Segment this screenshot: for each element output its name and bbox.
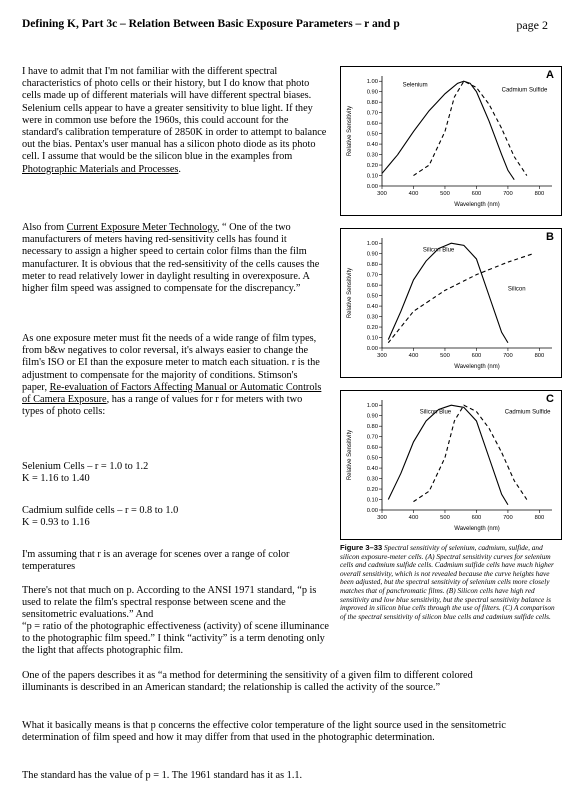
x-tick-label: 700 (503, 353, 513, 359)
y-tick-label: 0.80 (366, 100, 378, 107)
figure-caption: Figure 3–33 Spectral sensitivity of selenium, cadmium, sulfide, and silicon exposure-meter cells. (A) Spectral sensitivity curves for selenium cells and cadmium sulfide cells. Cadmium sulfide cells have much higher overall sensitivity, which is not revealed because the curve heights have been adjusted, but the spectral sensitivity of selenium cells more closely matches that of panchromatic films. (B) Silicon cells have high red sensitivity and low blue sensitivity, but the spectral sensitivity balance is improved in silicon blue cells through the use of filters. (C) A comparison of the spectral sensitivity of silicon blue cells and cadmium sulfide cells. (340, 543, 555, 621)
y-tick-label: 0.30 (366, 152, 378, 159)
series-label: Silicon (507, 286, 526, 293)
y-tick-label: 0.80 (366, 262, 378, 269)
x-tick-label: 700 (503, 191, 513, 197)
y-tick-label: 0.60 (366, 445, 378, 452)
y-tick-label: 0.10 (366, 497, 378, 504)
page-title: Defining K, Part 3c – Relation Between Basic Exposure Parameters – r and p (22, 18, 400, 30)
panel-letter: A (546, 69, 554, 81)
y-tick-label: 1.00 (366, 79, 378, 86)
x-tick-label: 600 (471, 515, 482, 521)
y-tick-label: 0.30 (366, 314, 378, 321)
y-tick-label: 0.80 (366, 424, 378, 431)
x-tick-label: 800 (534, 353, 545, 359)
x-tick-label: 500 (440, 353, 450, 359)
y-tick-label: 0.90 (366, 413, 378, 420)
y-tick-label: 0.70 (366, 272, 378, 279)
y-tick-label: 0.20 (366, 325, 378, 332)
y-tick-label: 0.90 (366, 89, 378, 96)
paragraph-2: Also from Current Exposure Meter Technology, “ One of the two manufacturers of meters having red-sensitivity cells has found it necessary to assign a higher speed to certain color films than the film manufacturer. It is obvious that the red-sensitivity of the cells causes the meter to read relatively lower in daylight resulting in overexposure. A higher film speed was assigned to compensate for the discrepancy.” (22, 222, 320, 295)
x-tick-label: 400 (408, 191, 419, 197)
x-axis-label: Wavelength (nm) (454, 526, 500, 532)
chart-panel-a (340, 66, 562, 216)
panel-letter: B (546, 231, 554, 243)
link-photographic-materials[interactable]: Photographic Materials and Processes (22, 163, 179, 175)
paragraph-6: One of the papers describes it as “a method for determining the sensitivity of a given film to different colored illuminants is described in an American standard; the relationship is called the activity of the source.” (22, 670, 473, 694)
x-tick-label: 800 (534, 515, 545, 521)
paragraph-4: I'm assuming that r is an average for scenes over a range of color temperatures (22, 549, 290, 573)
y-tick-label: 0.90 (366, 251, 378, 258)
x-axis-label: Wavelength (nm) (454, 202, 500, 208)
x-tick-label: 600 (471, 353, 482, 359)
selenium-values: Selenium Cells – r = 1.0 to 1.2 K = 1.16 to 1.40 (22, 461, 149, 485)
y-tick-label: 0.50 (366, 131, 378, 138)
series-label: Selenium (402, 82, 428, 89)
paragraph-1-text: I have to admit that I'm not familiar with the different spectral characteristics of photo cells or their history, but I do know that photo cells made up of different materials will have different spectral biases. Selenium cells appear to have a greater sensitivity to blue light. If they were in common use before the 1960s, this could account for the standard's calibration temperature of 2850K in order to attempt to balance out the bias. Pentax's user manual has a silicon photo diode as its photo cell. I assume that would be the silicon blue in the examples from (22, 66, 327, 163)
y-tick-label: 0.60 (366, 283, 378, 290)
x-tick-label: 300 (377, 353, 387, 359)
x-tick-label: 400 (408, 515, 419, 521)
chart-panel-b (340, 228, 562, 378)
link-exposure-meter-technology[interactable]: Current Exposure Meter Technology (66, 222, 217, 233)
x-tick-label: 300 (377, 515, 387, 521)
page-number: page 2 (516, 18, 548, 32)
y-tick-label: 0.50 (366, 293, 378, 300)
y-axis-label: Relative Sensitivity (347, 429, 353, 481)
series-label: Cadmium Sulfide (501, 87, 548, 94)
y-tick-label: 0.00 (366, 346, 378, 352)
y-tick-label: 0.40 (366, 466, 378, 473)
x-tick-label: 300 (377, 191, 387, 197)
y-tick-label: 0.10 (366, 173, 378, 180)
y-tick-label: 1.00 (366, 241, 378, 248)
y-tick-label: 0.30 (366, 476, 378, 483)
y-tick-label: 0.10 (366, 335, 378, 342)
x-tick-label: 800 (534, 191, 545, 197)
y-tick-label: 0.00 (366, 184, 378, 190)
y-tick-label: 0.40 (366, 142, 378, 149)
x-tick-label: 500 (440, 191, 450, 197)
panel-letter: C (546, 393, 554, 405)
y-axis-label: Relative Sensitivity (347, 267, 353, 319)
x-tick-label: 700 (503, 515, 513, 521)
x-axis-label: Wavelength (nm) (454, 364, 500, 370)
y-tick-label: 0.70 (366, 110, 378, 117)
series-label: Silicon Blue (422, 247, 455, 254)
y-tick-label: 0.60 (366, 121, 378, 128)
paragraph-1: I have to admit that I'm not familiar with the different spectral characteristics of photo cells or their history, but I do know that photo cells made up of different materials will have different spectral biases. Selenium cells appear to have a greater sensitivity to blue light. If they were in common use before the 1960s, this could account for the standard's calibration temperature of 2850K in order to attempt to balance out the bias. Pentax's user manual has a silicon photo diode as its photo cell. I assume that would be the silicon blue in the examples from Photographic Materials and Processes. (22, 66, 327, 175)
series-label: Silicon Blue (419, 409, 452, 416)
x-tick-label: 500 (440, 515, 450, 521)
y-tick-label: 0.20 (366, 487, 378, 494)
cadmium-values: Cadmium sulfide cells – r = 0.8 to 1.0 K = 0.93 to 1.16 (22, 505, 179, 529)
series-label: Cadmium Sulfide (504, 409, 551, 416)
y-tick-label: 0.00 (366, 508, 378, 514)
paragraph-7: What it basically means is that p concerns the effective color temperature of the light source used in the sensitometric determination of film speed and how it may differ from that used in the photographic determination. (22, 720, 506, 744)
y-tick-label: 1.00 (366, 403, 378, 410)
x-tick-label: 600 (471, 191, 482, 197)
link-stimson-paper[interactable]: Re-evaluation of Factors Affecting Manual or Automatic Controls of Camera Exposure (22, 381, 322, 406)
chart-panel-c (340, 390, 562, 540)
y-axis-label: Relative Sensitivity (347, 105, 353, 157)
paragraph-5: There's not that much on p. According to the ANSI 1971 standard, “p is used to relate the film's spectral response between scene and the sensitometric evaluations.” And (22, 585, 317, 621)
paragraph-8: The standard has the value of p = 1. The 1961 standard has it as 1.1. (22, 770, 303, 781)
y-tick-label: 0.20 (366, 163, 378, 170)
paragraph-5b: “p = ratio of the photographic effectiveness (activity) of scene illuminance to the photographic film speed.” I think “activity” is a term denoting only the light that affects photographic film. (22, 621, 329, 657)
y-tick-label: 0.70 (366, 434, 378, 441)
y-tick-label: 0.50 (366, 455, 378, 462)
x-tick-label: 400 (408, 353, 419, 359)
paragraph-3: As one exposure meter must fit the needs of a wide range of film types, from b&w negatives to color reversal, it's always easier to change the film's ISO or EI than the exposure meter to match each situation. r is the adjustment to compensate for the majority of conditions. Stimson's paper, Re-evaluation of Factors Affecting Manual or Automatic Controls of Camera Exposure, has a range of values for r for meters with two types of photo cells: (22, 333, 322, 418)
y-tick-label: 0.40 (366, 304, 378, 311)
